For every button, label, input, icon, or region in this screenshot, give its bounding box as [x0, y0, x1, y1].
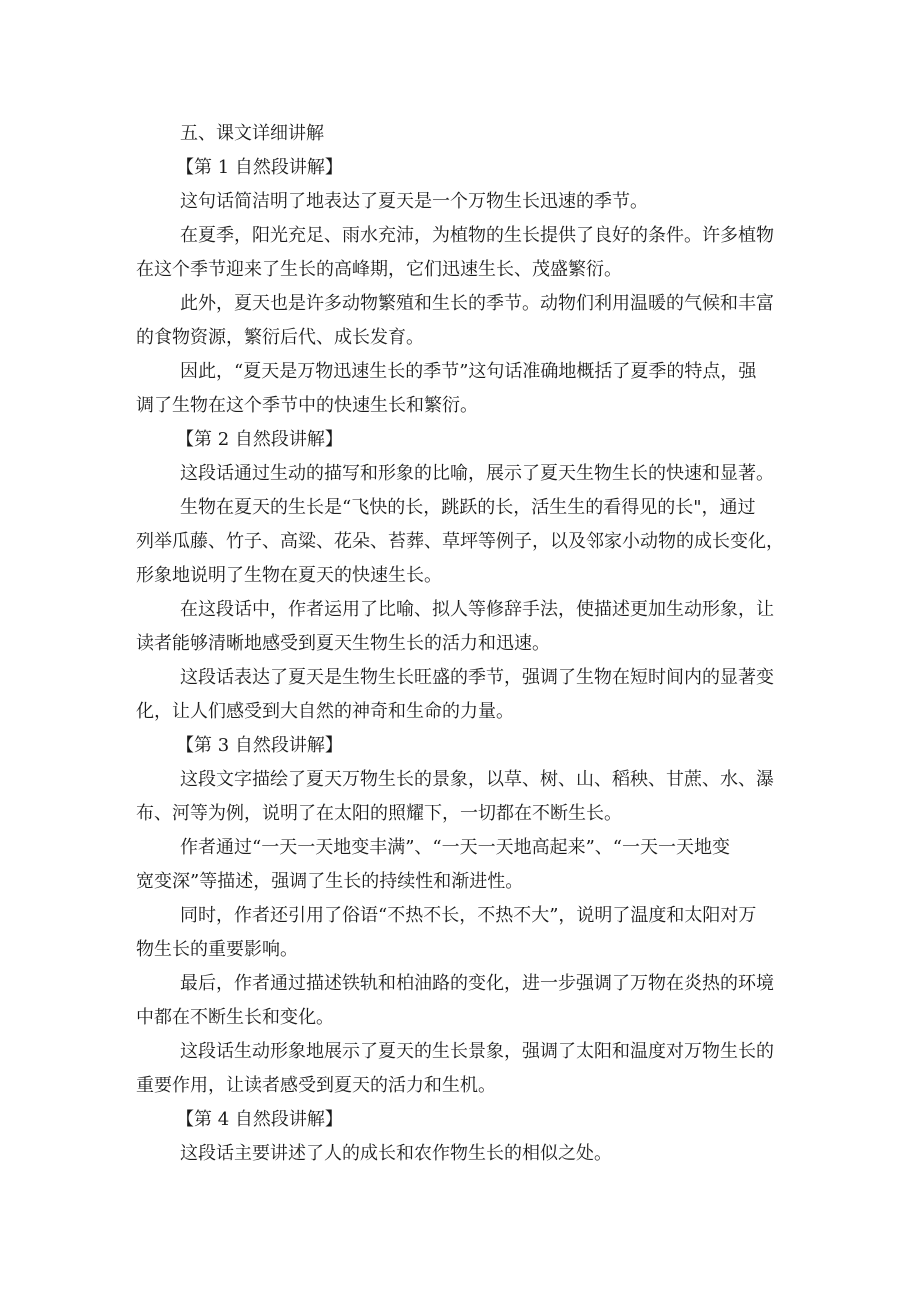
text-line: 这段话生动形象地展示了夏天的生长景象，强调了太阳和温度对万物生长的	[180, 1041, 774, 1062]
text-line: 在这段话中，作者运用了比喻、拟人等修辞手法，使描述更加生动形象，让	[180, 599, 774, 620]
document-body	[136, 117, 796, 1171]
text-line: 中都在不断生长和变化。	[136, 1007, 334, 1028]
text-line: 生物在夏天的生长是“飞快的长，跳跃的长，活生生的看得见的长"，通过	[180, 497, 756, 518]
text-line: 最后，作者通过描述铁轨和柏油路的变化，进一步强调了万物在炎热的环境	[180, 973, 774, 994]
text-line: 在夏季，阳光充足、雨水充沛，为植物的生长提供了良好的条件。许多植物	[180, 225, 774, 246]
text-line: 在这个季节迎来了生长的高峰期，它们迅速生长、茂盛繁衍。	[136, 259, 622, 280]
text-line: 这段文字描绘了夏天万物生长的景象，以草、树、山、稻秧、甘蔗、水、瀑	[180, 769, 774, 790]
text-line: 这段话通过生动的描写和形象的比喻，展示了夏天生物生长的快速和显著。	[180, 463, 774, 484]
text-line: 此外，夏天也是许多动物繁殖和生长的季节。动物们利用温暖的气候和丰富	[180, 293, 774, 314]
text-line: 布、河等为例，说明了在太阳的照耀下，一切都在不断生长。	[136, 803, 622, 824]
paragraph-heading: 【第 1 自然段讲解】	[176, 157, 343, 178]
text-line: 物生长的重要影响。	[136, 939, 298, 960]
paragraph-heading: 【第 3 自然段讲解】	[176, 735, 343, 756]
text-line: 读者能够清晰地感受到夏天生物生长的活力和迅速。	[136, 633, 550, 654]
text-line: 化，让人们感受到大自然的神奇和生命的力量。	[136, 701, 514, 722]
paragraph-heading: 【第 2 自然段讲解】	[176, 429, 343, 450]
text-line: 因此，“夏天是万物迅速生长的季节”这句话准确地概括了夏季的特点，强	[180, 361, 757, 382]
text-line: 的食物资源，繁衍后代、成长发育。	[136, 327, 424, 348]
text-line: 作者通过“一天一天地变丰满”、“一天一天地高起来”、“一天一天地变	[180, 837, 731, 858]
text-lines	[136, 151, 796, 1171]
section-title: 五、课文详细讲解	[180, 123, 324, 144]
text-line: 重要作用，让读者感受到夏天的活力和生机。	[136, 1075, 496, 1096]
text-line: 调了生物在这个季节中的快速生长和繁衍。	[136, 395, 478, 416]
text-line: 这句话简洁明了地表达了夏天是一个万物生长迅速的季节。	[180, 191, 648, 212]
text-line: 列举瓜藤、竹子、高粱、花朵、苔葬、草坪等例子，以及邻家小动物的成长变化，	[136, 531, 784, 552]
text-line: 宽变深”等描述，强调了生长的持续性和渐进性。	[136, 871, 524, 892]
text-line: 同时，作者还引用了俗语“不热不长，不热不大”，说明了温度和太阳对万	[180, 905, 757, 926]
text-line: 这段话表达了夏天是生物生长旺盛的季节，强调了生物在短时间内的显著变	[180, 667, 774, 688]
text-line: 这段话主要讲述了人的成长和农作物生长的相似之处。	[180, 1143, 612, 1164]
paragraph-heading: 【第 4 自然段讲解】	[176, 1109, 343, 1130]
text-line: 形象地说明了生物在夏天的快速生长。	[136, 565, 442, 586]
